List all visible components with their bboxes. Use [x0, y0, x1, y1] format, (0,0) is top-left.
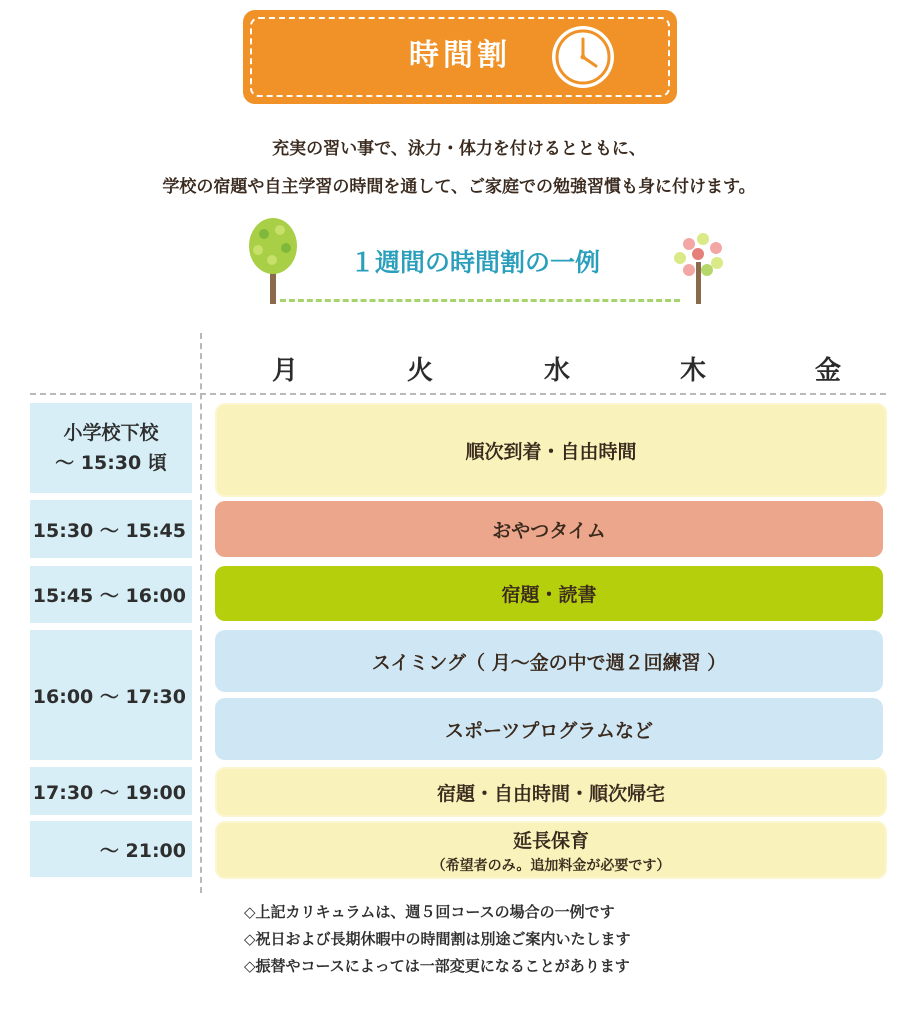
note-2: ◇祝日および長期休暇中の時間割は別途ご案内いたします — [244, 930, 631, 948]
page-title: 時間割 — [409, 38, 511, 73]
subtitle-underline — [280, 299, 680, 302]
day-header-fri: 金 — [814, 356, 841, 386]
time-cell — [30, 403, 192, 493]
table-vertical-divider — [200, 333, 202, 893]
activity-label: 宿題・自由時間・順次帰宅 — [436, 782, 665, 805]
time-cell — [30, 500, 192, 558]
activity-block — [215, 821, 887, 879]
tree-left-icon — [246, 216, 300, 304]
activity-block — [215, 698, 883, 760]
schedule-subtitle: １週間の時間割の一例 — [349, 248, 600, 277]
time-cell — [30, 821, 192, 877]
activity-label: 順次到着・自由時間 — [465, 440, 637, 463]
activity-label: 宿題・読書 — [501, 584, 597, 606]
time-cell — [30, 630, 192, 760]
tree-right-icon — [671, 232, 727, 304]
activity-block — [215, 630, 883, 692]
time-label-line1: 小学校下校 — [63, 421, 159, 444]
day-header-wed: 水 — [543, 356, 570, 386]
time-cell — [30, 767, 192, 815]
activity-block — [215, 501, 883, 557]
time-label: 16:00 ～ 17:30 — [32, 685, 186, 708]
activity-block — [215, 403, 887, 497]
day-header-mon: 月 — [271, 356, 298, 386]
clock-icon — [548, 22, 618, 92]
activity-note: （希望者のみ。追加料金が必要です） — [431, 857, 671, 874]
time-label-line2: ～ 15:30 頃 — [55, 452, 167, 474]
activity-label: スポーツプログラムなど — [444, 719, 654, 742]
table-header-divider — [30, 393, 886, 395]
activity-block — [215, 566, 883, 621]
activity-label: おやつタイム — [492, 519, 606, 542]
day-header-thu: 木 — [679, 356, 706, 386]
note-3: ◇振替やコースによっては一部変更になることがあります — [244, 957, 630, 975]
time-cell — [30, 566, 192, 623]
intro-line-1: 充実の習い事で、泳力・体力を付けるとともに、 — [272, 139, 646, 159]
activity-label: 延長保育 — [512, 829, 589, 852]
activity-block — [215, 767, 887, 817]
activity-label: スイミング（ 月～金の中で週２回練習 ） — [371, 651, 727, 674]
time-label: ～ 21:00 — [99, 839, 186, 862]
time-label: 15:45 ～ 16:00 — [32, 585, 186, 607]
day-header-tue: 火 — [406, 356, 433, 386]
intro-line-2: 学校の宿題や自主学習の時間を通して、ご家庭での勉強習慣も身に付けます。 — [162, 177, 756, 197]
header-badge — [243, 10, 677, 104]
time-label: 15:30 ～ 15:45 — [32, 519, 186, 542]
time-label: 17:30 ～ 19:00 — [32, 781, 186, 804]
note-1: ◇上記カリキュラムは、週５回コースの場合の一例です — [244, 903, 615, 921]
